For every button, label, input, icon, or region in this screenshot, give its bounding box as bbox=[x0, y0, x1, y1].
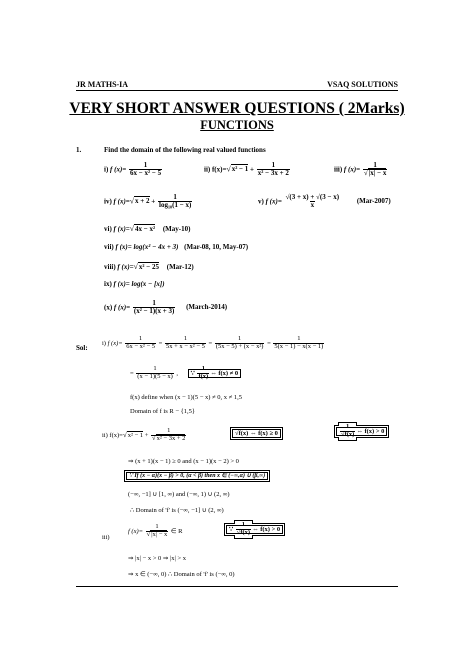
numerator: √(3 + x) + √(3 − x) bbox=[285, 193, 340, 201]
year-tag: (Mar-12) bbox=[166, 263, 194, 271]
year-tag: (May-10) bbox=[162, 225, 191, 233]
numerator: 1 bbox=[238, 335, 242, 342]
fraction bbox=[215, 336, 265, 351]
part-label: i) bbox=[102, 339, 106, 347]
part-label: iii) bbox=[334, 165, 343, 174]
numerator: 1 bbox=[173, 193, 177, 201]
part-lhs: f (x)= bbox=[117, 263, 134, 271]
footer-rule bbox=[76, 586, 398, 587]
page-title: VERY SHORT ANSWER QUESTIONS ( 2Marks) bbox=[69, 100, 405, 117]
solution-i-domain: Domain of f is R − {1,5} bbox=[130, 408, 195, 415]
part-label: ix) bbox=[104, 280, 112, 288]
page-subtitle: FUNCTIONS bbox=[200, 118, 274, 132]
part-label: iii) bbox=[102, 534, 110, 541]
radicand: 4x − x² bbox=[135, 225, 156, 233]
denominator: 5x + x − x² − 5 bbox=[165, 342, 205, 350]
denominator bbox=[146, 531, 169, 539]
header-left: JR MATHS-IA bbox=[76, 80, 129, 89]
fraction bbox=[151, 428, 186, 443]
denominator bbox=[151, 435, 186, 443]
numerator: 1 bbox=[139, 335, 143, 342]
denominator: f(x) bbox=[198, 372, 209, 380]
solution-ii-domain: ∴ Domain of 'f' is (−∞, −1] ∪ (2, ∞) bbox=[130, 507, 224, 514]
part-label: iv) bbox=[104, 197, 112, 206]
year-tag: (Mar-08, 10, May-07) bbox=[184, 243, 249, 251]
solution-label: Sol: bbox=[76, 344, 88, 352]
rule-text: ∵ If (x − α)(x − β) > 0, (α < β) then x ∈ (−∞,α) ∪ (β,∞) bbox=[129, 473, 266, 479]
solution-i-line2 bbox=[130, 366, 241, 381]
radical-icon: √ bbox=[133, 262, 138, 271]
radicand: x² − 3x + 2 bbox=[156, 434, 186, 442]
question-part-ix bbox=[104, 280, 165, 288]
radicand: x + 2 bbox=[135, 197, 150, 206]
radicand: |x| − x bbox=[368, 169, 387, 178]
solution-iii-line1 bbox=[128, 524, 183, 539]
numerator: 1 bbox=[346, 423, 350, 430]
numerator: 1 bbox=[271, 161, 276, 169]
fraction bbox=[158, 194, 192, 210]
part-label: (x) bbox=[104, 303, 113, 312]
denominator bbox=[363, 169, 387, 177]
rule-box bbox=[232, 430, 281, 437]
question-part-x bbox=[104, 300, 227, 316]
question-part-vi bbox=[104, 224, 190, 233]
header-rule bbox=[76, 90, 398, 91]
part-lhs: f (x)= bbox=[113, 197, 130, 206]
plus-sign: + bbox=[144, 431, 149, 439]
rule-box bbox=[126, 472, 268, 479]
radical-icon: √ bbox=[341, 430, 345, 438]
part-lhs: f (x)= bbox=[128, 527, 144, 535]
part-lhs: f (x)= bbox=[113, 225, 130, 233]
equals-sign: = bbox=[267, 339, 271, 347]
part-expr: f (x)= log(x² − 4x + 3) bbox=[115, 243, 179, 251]
rule-tail: ⇔ f(x) > 0 bbox=[356, 427, 385, 435]
fraction bbox=[133, 300, 175, 316]
fraction bbox=[125, 336, 156, 351]
radicand: f(x) bbox=[240, 528, 251, 536]
rule-box-reciprocal bbox=[336, 423, 387, 438]
question-prompt: Find the domain of the following real valued functions bbox=[104, 146, 266, 154]
plus-sign: + bbox=[151, 197, 156, 206]
fraction bbox=[340, 424, 355, 439]
question-number: 1. bbox=[76, 146, 82, 154]
radicand: x² − 1 bbox=[231, 165, 249, 174]
part-label: v) bbox=[258, 197, 264, 206]
equals-sign: = bbox=[130, 369, 134, 377]
equals-sign: = bbox=[158, 339, 163, 347]
rule-box: ∵ $\frac{1}{f(x)}$ ⇔ f(x) ≠ 0 bbox=[188, 369, 241, 378]
part-lhs: f (x)= bbox=[113, 303, 131, 312]
fraction bbox=[146, 524, 169, 539]
rule-box-sqrt bbox=[232, 429, 281, 438]
rule-box bbox=[226, 522, 283, 537]
numerator: 1 bbox=[183, 335, 188, 342]
rule-tail: ⇔ f(x) ≠ 0 bbox=[210, 369, 239, 377]
rule-tail: ⇔ f(x) > 0 bbox=[252, 525, 281, 533]
numerator: 1 bbox=[152, 299, 156, 307]
radicand: |x| − x bbox=[151, 530, 168, 538]
radicand: x² − 25 bbox=[138, 263, 159, 271]
rule-box-reciprocal: ∵ $\frac{1}{√f(x)}$ ⇔ f(x) > 0 bbox=[226, 525, 283, 534]
denominator: (x² − 1)(x + 3) bbox=[133, 307, 175, 316]
year-tag: (March-2014) bbox=[186, 303, 228, 312]
part-label: viii) bbox=[104, 263, 116, 271]
part-lhs: f (x)= bbox=[265, 197, 282, 206]
solution-ii-intervals: (−∞, −1] ∪ [1, ∞) and (−∞, 1) ∪ (2, ∞) bbox=[128, 491, 230, 498]
fraction bbox=[257, 162, 290, 178]
membership: ∈ R bbox=[170, 527, 183, 535]
question-part-i bbox=[104, 162, 163, 178]
solution-ii-line1 bbox=[102, 428, 187, 443]
fraction bbox=[273, 336, 324, 351]
radicand: x² − 1 bbox=[127, 431, 144, 439]
part-label: ii) f(x)= bbox=[204, 165, 227, 174]
fraction bbox=[136, 366, 174, 381]
numerator: 1 bbox=[241, 521, 246, 528]
question-part-v bbox=[258, 194, 391, 210]
rule-box-interval bbox=[126, 472, 268, 480]
numerator: 1 bbox=[373, 161, 377, 169]
solution-i-define: f(x) define when (x − 1)(5 − x) ≠ 0, x ≠ 1,5 bbox=[130, 394, 242, 401]
fraction bbox=[236, 522, 251, 537]
denominator: 6x − x² − 5 bbox=[130, 169, 162, 178]
numerator: 1 bbox=[143, 161, 148, 169]
part-label: vii) bbox=[104, 243, 114, 251]
fraction bbox=[197, 366, 209, 381]
question-part-iii bbox=[334, 162, 388, 178]
rule-box bbox=[336, 424, 387, 439]
numerator: 1 bbox=[153, 365, 157, 372]
radical-icon: √ bbox=[129, 196, 134, 206]
part-expr: f (x)= log(x − [x]) bbox=[113, 280, 165, 288]
radical-icon: √ bbox=[226, 164, 231, 174]
denominator: (5x − 5) + (x − x²) bbox=[215, 342, 264, 350]
part-label: ii) f(x)= bbox=[102, 431, 123, 439]
solution-i-line1 bbox=[102, 336, 325, 351]
radical-icon: √ bbox=[235, 430, 239, 437]
fraction bbox=[363, 162, 387, 178]
fraction bbox=[165, 336, 206, 351]
fraction bbox=[285, 194, 340, 210]
radicand: f(x) bbox=[344, 430, 355, 438]
rule-text: f(x) ⇔ f(x) ≥ 0 bbox=[238, 430, 278, 437]
solution-iii-domain: ⇒ x ∈ (−∞, 0) ∴ Domain of 'f' is (−∞, 0) bbox=[128, 571, 235, 578]
part-lhs: f (x)= bbox=[107, 339, 123, 347]
denominator: (x − 1)(5 − x) bbox=[137, 372, 173, 380]
denominator bbox=[236, 529, 251, 537]
numerator: 1 bbox=[155, 523, 159, 530]
part-lhs: f (x)= bbox=[110, 165, 127, 174]
denominator bbox=[340, 431, 355, 439]
year-tag: (Mar-2007) bbox=[356, 197, 391, 206]
radical-icon: √ bbox=[122, 430, 127, 439]
denominator: x² − 3x + 2 bbox=[257, 169, 289, 178]
part-lhs: f (x)= bbox=[343, 165, 361, 174]
question-part-ii bbox=[204, 162, 291, 178]
solution-iii-step: ⇒ |x| − x > 0 ⇒ |x| > x bbox=[128, 555, 186, 562]
radical-icon: √ bbox=[152, 434, 156, 442]
header-right: VSAQ SOLUTIONS bbox=[327, 80, 398, 89]
numerator: 1 bbox=[297, 335, 301, 342]
numerator: 1 bbox=[201, 365, 205, 372]
part-label: i) bbox=[104, 165, 109, 174]
equals-sign: = bbox=[208, 339, 213, 347]
fraction bbox=[129, 162, 162, 178]
part-label: vi) bbox=[104, 225, 112, 233]
radical-icon: √ bbox=[146, 530, 151, 538]
solution-ii-step: ⇒ (x + 1)(x − 1) ≥ 0 and (x − 1)(x − 2) > 0 bbox=[128, 458, 239, 465]
radical-icon: √ bbox=[129, 224, 134, 233]
question-part-viii bbox=[104, 262, 194, 271]
question-part-vii bbox=[104, 243, 248, 251]
question-part-iv bbox=[104, 194, 193, 210]
radical-icon: √ bbox=[236, 528, 241, 536]
denominator: 6x − x² − 5 bbox=[126, 342, 156, 350]
denominator: 5(x − 1) − x(x − 1) bbox=[274, 342, 324, 350]
denominator: log₁₀(1 − x) bbox=[159, 201, 192, 210]
numerator: 1 bbox=[167, 427, 171, 434]
radical-icon: √ bbox=[363, 169, 368, 178]
comma: , bbox=[176, 369, 179, 377]
denominator: x bbox=[310, 201, 315, 210]
plus-sign: + bbox=[250, 165, 255, 174]
